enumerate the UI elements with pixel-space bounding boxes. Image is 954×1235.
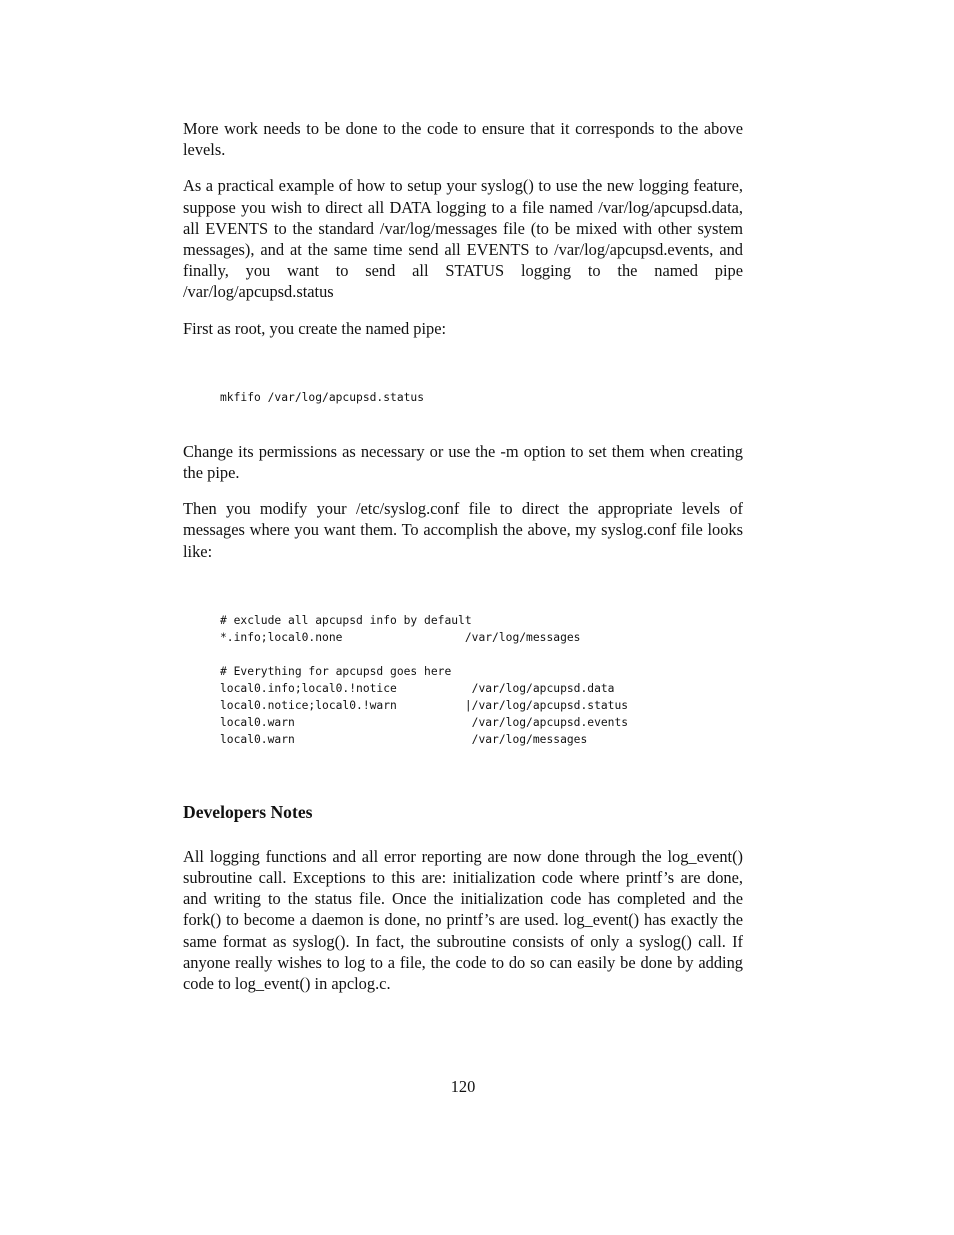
section-heading-developers-notes: Developers Notes (183, 801, 313, 822)
paragraph-syslog-example: As a practical example of how to setup your syslog() to use the new logging feature, suppose you wish to direct all DATA logging to a file named /var/log/apcupsd.data, all EVENTS to the standard /var/log/messages file (to be mixed with other system messages), and at the same time send all EVENTS to /var/log/apcupsd.events, and finally, you want to send all STATUS logging to the named pipe /var/log/apcupsd.status (183, 176, 743, 302)
paragraph-logging-functions: All logging functions and all error reporting are now done through the log_event() subroutine call. Exceptions to this are: initialization code where printf’s are done, and writing to the status file. Once the initialization code has completed and the fork() to become a daemon is done, no printf’s are used. log_event() has exactly the same format as syslog(). In fact, the subroutine consists of only a syslog() call. If anyone really wishes to log to a file, the code to do so can easily be done by adding code to log_event() in apclog.c. (183, 846, 743, 994)
code-block-mkfifo: mkfifo /var/log/apcupsd.status (220, 390, 425, 404)
page-number: 120 (450, 1077, 476, 1096)
code-block-syslog-conf: # exclude all apcupsd info by default *.info;local0.none /var/log/messages # Everything for apcupsd goes here local0.info;local0.!notice /var/log/apcupsd.data local0.notice;local0.!warn |/var/log/apcupsd.status local0.warn /var/log/apcupsd.events local0.warn /var/log/messages (220, 613, 629, 746)
document-body (183, 118, 743, 994)
paragraph-create-pipe: First as root, you create the named pipe: (183, 318, 447, 338)
paragraph-modify-syslog: Then you modify your /etc/syslog.conf file to direct the appropriate levels of messages where you want them. To accomplish the above, my syslog.conf file looks like: (183, 499, 743, 561)
paragraph-levels-note: More work needs to be done to the code to ensure that it corresponds to the above levels. (183, 119, 743, 160)
paragraph-permissions: Change its permissions as necessary or use the -m option to set them when creating the pipe. (183, 441, 743, 483)
